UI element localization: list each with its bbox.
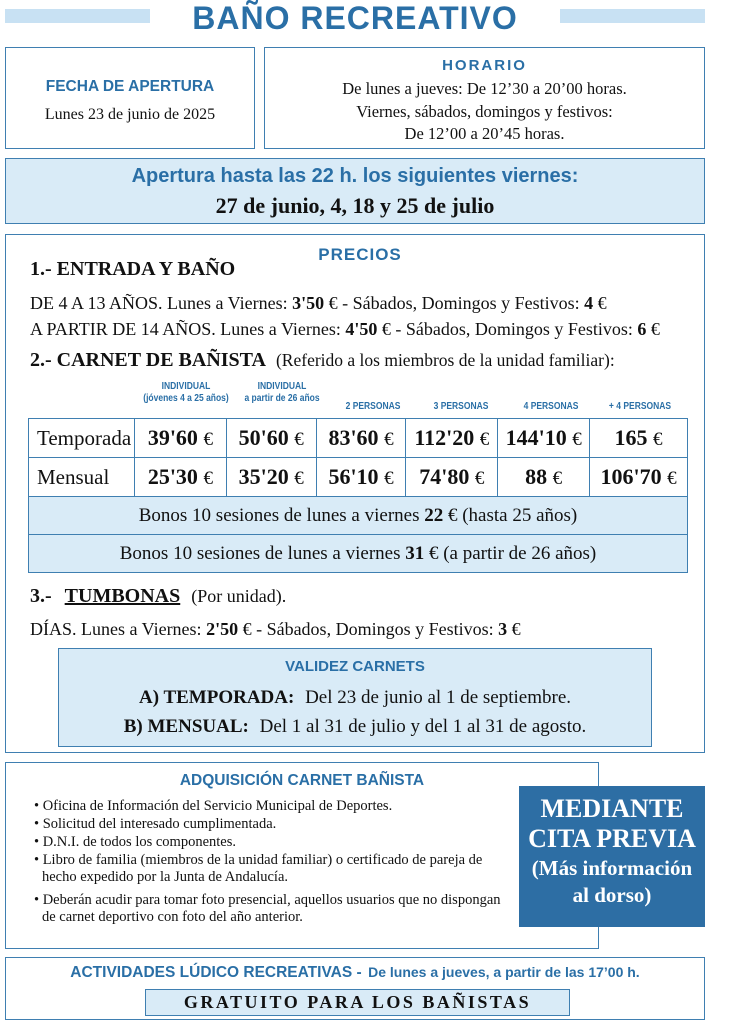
section1-weekend-price-young: 4 [584, 293, 594, 313]
section1-weekend-price-adult: 6 [637, 319, 647, 339]
price-cell [406, 458, 498, 497]
validity-line-a [59, 687, 651, 709]
section1-line-2-text: A PARTIR DE 14 AÑOS. Lunes a Viernes: [30, 319, 346, 339]
activities-heading: ACTIVIDADES LÚDICO RECREATIVAS - [70, 964, 362, 981]
section3-line-text: DÍAS. Lunes a Viernes: [30, 619, 207, 639]
price-value: 56'10 [328, 464, 379, 489]
late-opening-box [5, 158, 705, 224]
section3-title: TUMBONAS [64, 585, 181, 607]
price-cell [316, 458, 406, 497]
row-label-temporada: Temporada [29, 419, 135, 458]
bono-young-text: Bonos 10 sesiones de lunes a viernes [138, 504, 425, 526]
free-badge-text: GRATUITO PARA LOS BAÑISTAS [183, 992, 532, 1012]
euro-sign: € [294, 429, 304, 450]
euro-sign: € [479, 429, 490, 450]
col-header-line1: 3 PERSONAS [433, 401, 489, 412]
validity-line-b [59, 716, 651, 738]
price-cell [226, 419, 316, 458]
price-cell [226, 458, 316, 497]
price-value: 35'20 [238, 464, 289, 489]
page-title: BAÑO RECREATIVO [192, 0, 518, 36]
section3-heading [30, 585, 286, 608]
price-value: 112'20 [414, 425, 475, 450]
price-cell [498, 419, 590, 458]
list-item: • Solicitud del interesado cumplimentada. [34, 816, 277, 832]
bono-adult-text: Bonos 10 sesiones de lunes a viernes [119, 542, 406, 564]
price-cell [590, 419, 688, 458]
acquisition-box [5, 762, 599, 949]
list-item: • D.N.I. de todos los componentes. [34, 834, 237, 850]
activities-box [5, 957, 705, 1020]
col-header-4-personas [504, 401, 598, 413]
schedule-box [264, 47, 705, 149]
appointment-line-1: MEDIANTE [540, 794, 684, 823]
list-item: • Deberán acudir para tomar foto presencial, aquellos usuarios que no dispongan de carnet deportivo con foto del año anterior. [34, 892, 501, 925]
activities-line [6, 964, 704, 982]
euro-sign: € [667, 468, 677, 489]
section3-weekend-price: 3 [498, 619, 508, 639]
section1-title: 1.- ENTRADA Y BAÑO [30, 258, 236, 280]
col-header-line2: a partir de 26 años [244, 393, 320, 404]
euro-sign: € [653, 429, 663, 450]
price-value: 25'30 [147, 464, 198, 489]
section2-title: 2.- CARNET DE BAÑISTA [30, 349, 266, 371]
opening-label: FECHA DE APERTURA [45, 78, 215, 95]
section1-line-2-mid: € - Sábados, Domingos y Festivos: [377, 319, 638, 339]
validity-box [58, 648, 652, 747]
appointment-line-3: (Más información [531, 856, 693, 880]
activities-detail: De lunes a jueves, a partir de las 17’00 h. [368, 964, 640, 980]
euro-sign: € [384, 429, 394, 450]
bono-young-suffix: € (hasta 25 años) [443, 504, 578, 526]
section1-line-1-mid: € - Sábados, Domingos y Festivos: [324, 293, 585, 313]
row-label-mensual: Mensual [29, 458, 135, 497]
validity-a-label: A) TEMPORADA: [138, 687, 295, 708]
col-header-line1: INDIVIDUAL [257, 381, 307, 392]
validity-b-label: B) MENSUAL: [123, 716, 249, 737]
section2-heading [30, 349, 615, 372]
list-item: • Oficina de Información del Servicio Municipal de Deportes. [34, 798, 393, 814]
price-cell [406, 419, 498, 458]
opening-box [5, 47, 255, 149]
title-bar-right [560, 9, 705, 23]
price-cell [134, 419, 226, 458]
carnet-price-table [28, 418, 688, 573]
price-value: 88 [525, 464, 548, 489]
col-header-line1: + 4 PERSONAS [608, 401, 672, 412]
col-header-individual-young [135, 381, 237, 405]
schedule-line-1: De lunes a jueves: De 12’30 a 20’00 horas. [342, 79, 627, 98]
late-opening-heading: Apertura hasta las 22 h. los siguientes viernes: [131, 165, 579, 187]
appointment-line-4: al dorso) [572, 883, 652, 907]
euro-sign: € [552, 468, 563, 489]
appointment-line-2: CITA PREVIA [528, 824, 696, 853]
euro-sign: € [294, 468, 304, 489]
acquisition-heading: ADQUISICIÓN CARNET BAÑISTA [179, 772, 425, 789]
free-badge [145, 989, 570, 1016]
title-bar-left [5, 9, 150, 23]
bono-adult-price: 31 [405, 542, 425, 564]
col-header-plus-4-personas [593, 401, 687, 413]
section3-line [30, 619, 521, 640]
col-header-3-personas [414, 401, 508, 413]
section3-number: 3.- [30, 585, 52, 607]
schedule-line-2: Viernes, sábados, domingos y festivos: [356, 102, 613, 121]
col-header-line1: INDIVIDUAL [161, 381, 211, 392]
euro-sign: € [572, 429, 582, 450]
section1-line-2 [30, 319, 660, 340]
bono-young-price: 22 [424, 504, 444, 526]
schedule-line-3: De 12’00 a 20’45 horas. [404, 124, 565, 143]
price-value: 165 [614, 425, 648, 450]
section3-weekday-price: 2'50 [206, 619, 239, 639]
section3-line-suffix: € [507, 619, 521, 639]
price-value: 144'10 [505, 425, 567, 450]
prices-heading: PRECIOS [318, 245, 402, 264]
appointment-box [519, 786, 705, 927]
validity-a-text: Del 23 de junio al 1 de septiembre. [305, 687, 572, 708]
section1-weekday-price-adult: 4'50 [345, 319, 378, 339]
list-item: • Libro de familia (miembros de la unidad familiar) o certificado de pareja de hecho expedido por la Junta de Andalucía. [34, 852, 483, 885]
section1-line-1-suffix: € [593, 293, 607, 313]
table-row [29, 535, 688, 573]
euro-sign: € [384, 468, 394, 489]
section3-line-mid: € - Sábados, Domingos y Festivos: [238, 619, 499, 639]
bono-adult-cell [29, 535, 688, 573]
validity-heading: VALIDEZ CARNETS [285, 658, 425, 675]
price-value: 106'70 [600, 464, 662, 489]
price-value: 83'60 [328, 425, 379, 450]
validity-b-text: Del 1 al 31 de julio y del 1 al 31 de agosto. [259, 716, 587, 737]
late-opening-dates: 27 de junio, 4, 18 y 25 de julio [215, 193, 495, 218]
price-cell [134, 458, 226, 497]
opening-date: Lunes 23 de junio de 2025 [44, 106, 216, 123]
price-value: 39'60 [147, 425, 198, 450]
section3-note: (Por unidad). [191, 586, 287, 606]
section1-line-2-suffix: € [646, 319, 660, 339]
section1-line-1 [30, 293, 607, 314]
schedule-label: HORARIO [442, 57, 527, 74]
col-header-line2: (jóvenes 4 a 25 años) [143, 393, 229, 404]
bono-young-cell [29, 497, 688, 535]
price-cell [316, 419, 406, 458]
section1-line-1-text: DE 4 A 13 AÑOS. Lunes a Viernes: [30, 293, 293, 313]
col-header-line1: 2 PERSONAS [345, 401, 401, 412]
table-row [29, 497, 688, 535]
col-header-individual-adult [231, 381, 333, 405]
table-row [29, 419, 688, 458]
euro-sign: € [203, 468, 213, 489]
bono-adult-suffix: € (a partir de 26 años) [424, 542, 597, 564]
euro-sign: € [203, 429, 213, 450]
euro-sign: € [474, 468, 485, 489]
col-header-line1: 4 PERSONAS [523, 401, 579, 412]
price-cell [498, 458, 590, 497]
table-row [29, 458, 688, 497]
section1-weekday-price-young: 3'50 [292, 293, 325, 313]
price-value: 74'80 [419, 464, 470, 489]
requirements-list [32, 798, 502, 927]
price-value: 50'60 [238, 425, 289, 450]
col-header-2-personas [326, 401, 420, 413]
price-cell [590, 458, 688, 497]
section2-note: (Referido a los miembros de la unidad familiar): [275, 350, 615, 370]
